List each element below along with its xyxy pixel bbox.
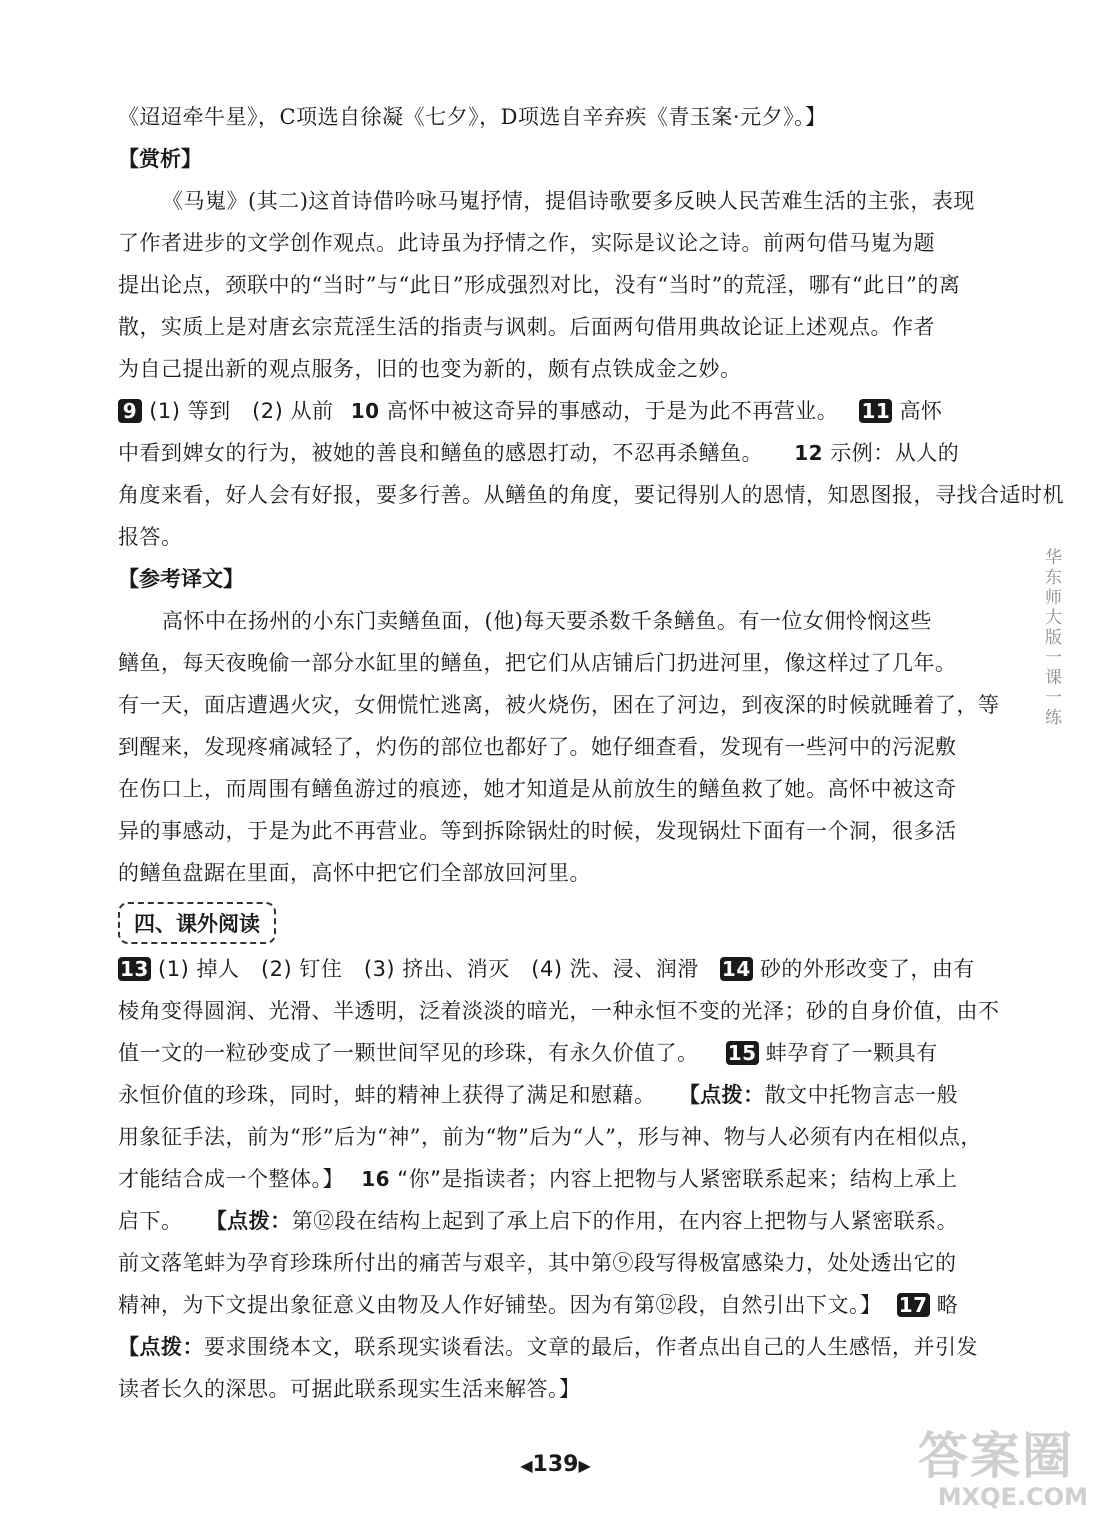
answer-line: 角度来看，好人会有好报，要多行善。从鳝鱼的角度，要记得别人的恩情，知恩图报，寻找合适时机 bbox=[118, 483, 1064, 507]
watermark-logo bbox=[918, 1428, 1098, 1528]
answer-text: 砂的外形改变了，由有 bbox=[759, 957, 975, 981]
answer-line bbox=[118, 432, 988, 474]
tip-text: 才能结合成一个整体。】 bbox=[118, 1167, 344, 1191]
tip-text: 精神，为下文提出象征意义由物及人作好铺垫。因为有第⑫段，自然引出下文。】 bbox=[118, 1293, 882, 1317]
question-number-14: 14 bbox=[721, 957, 751, 981]
tip-text: 要求围绕本文，联系现实谈看法。文章的最后，作者点出自己的人生感悟，并引发 bbox=[204, 1335, 978, 1359]
tip-line bbox=[118, 1326, 988, 1368]
text-line: 《马嵬》(其二)这首诗借吟咏马嵬抒情，提倡诗歌要多反映人民苦难生活的主张，表现 bbox=[162, 189, 975, 213]
question-number-12: 12 bbox=[794, 441, 824, 465]
answer-line: 棱角变得圆润、光滑、半透明，泛着淡淡的暗光，一种永恒不变的光泽；砂的自身价值，由不 bbox=[118, 999, 1000, 1023]
question-number-13: 13 bbox=[120, 957, 149, 981]
answer-text: 中看到婢女的行为，被她的善良和鳝鱼的感恩打动，不忍再杀鳝鱼。 bbox=[118, 441, 763, 465]
text-line: 提出论点，颈联中的“当时”与“此日”形成强烈对比，没有“当时”的荒淫，哪有“此日”的离 bbox=[118, 273, 961, 297]
tip-line bbox=[118, 1200, 988, 1242]
text-line: 异的事感动，于是为此不再营业。等到拆除锅灶的时候，发现锅灶下面有一个洞，很多活 bbox=[118, 819, 957, 843]
watermark-url: MXQE.COM bbox=[937, 1483, 1088, 1511]
heading-translation: 【参考译文】 bbox=[118, 567, 244, 591]
question-number-11: 11 bbox=[861, 399, 891, 423]
tip-line: 前文落笔蚌为孕育珍珠所付出的痛苦与艰辛，其中第⑨段写得极富感染力，处处透出它的 bbox=[118, 1251, 957, 1275]
answer-text: “你”是指读者；内容上把物与人紧密联系起来；结构上承上 bbox=[397, 1167, 958, 1191]
question-number-9: 9 bbox=[118, 399, 142, 423]
answer-text: (1) 等到 (2) 从前 bbox=[149, 399, 334, 423]
question-number-10: 10 bbox=[350, 399, 380, 423]
text-line: 散，实质上是对唐玄宗荒淫生活的指责与讽刺。后面两句借用典故论证上述观点。作者 bbox=[118, 315, 935, 339]
text-line: 了作者进步的文学创作观点。此诗虽为抒情之作，实际是议论之诗。前两句借马嵬为题 bbox=[118, 231, 935, 255]
answer-text: 蚌孕育了一颗具有 bbox=[765, 1041, 938, 1065]
answer-text: 略 bbox=[936, 1293, 959, 1317]
answer-text: 高怀 bbox=[899, 399, 943, 423]
text-line: 到醒来，发现疼痛减轻了，灼伤的部位也都好了。她仔细查看，发现有一些河中的污泥敷 bbox=[118, 735, 957, 759]
answer-text: 高怀中被这奇异的事感动，于是为此不再营业。 bbox=[386, 399, 839, 423]
question-number-15: 15 bbox=[727, 1041, 757, 1065]
question-number-17: 17 bbox=[898, 1293, 928, 1317]
tip-line: 用象征手法，前为“形”后为“神”，前为“物”后为“人”，形与神、物与人必须有内在相似点， bbox=[118, 1125, 982, 1149]
right-triangle-icon: ▶ bbox=[578, 1456, 591, 1475]
text-line: 为自己提出新的观点服务，旧的也变为新的，颇有点铁成金之妙。 bbox=[118, 357, 742, 381]
answer-line bbox=[118, 390, 988, 432]
left-triangle-icon: ◀ bbox=[520, 1456, 533, 1475]
answer-text: 示例：从人的 bbox=[830, 441, 960, 465]
tip-label: 【点拨： bbox=[118, 1335, 204, 1359]
answer-line bbox=[118, 1074, 988, 1116]
tip-label: 【点拨： bbox=[205, 1209, 292, 1233]
heading-shangxi: 【赏析】 bbox=[118, 147, 202, 171]
answer-text: (1) 掉人 (2) 钉住 (3) 挤出、消灭 (4) 洗、浸、润滑 bbox=[158, 957, 699, 981]
page-number-value: 139 bbox=[532, 1452, 579, 1477]
answer-text: 永恒价值的珍珠，同时，蚌的精神上获得了满足和慰藉。 bbox=[118, 1083, 656, 1107]
answer-line bbox=[118, 948, 988, 990]
tip-line: 读者长久的深思。可据此联系现实生活来解答。】 bbox=[118, 1377, 581, 1401]
question-number-16: 16 bbox=[361, 1167, 391, 1191]
answer-text: 启下。 bbox=[118, 1209, 183, 1233]
tip-text: 第⑫段在结构上起到了承上启下的作用，在内容上把物与人紧密联系。 bbox=[291, 1209, 959, 1233]
watermark-text: 答案圈 bbox=[918, 1427, 1074, 1485]
text-line: 《迢迢牵牛星》，C项选自徐凝《七夕》，D项选自辛弃疾《青玉案·元夕》。】 bbox=[118, 105, 827, 129]
text-line: 的鳝鱼盘踞在里面，高怀中把它们全部放回河里。 bbox=[118, 861, 591, 885]
tip-line bbox=[118, 1158, 988, 1200]
answer-text: 值一文的一粒砂变成了一颗世间罕见的珍珠，有永久价值了。 bbox=[118, 1041, 699, 1065]
tip-text: 散文中托物言志一般 bbox=[764, 1083, 959, 1107]
text-line: 在伤口上，而周围有鳝鱼游过的痕迹，她才知道是从前放生的鳝鱼救了她。高怀中被这奇 bbox=[118, 777, 957, 801]
text-line: 有一天，面店遭遇火灾，女佣慌忙逃离，被火烧伤，困在了河边，到夜深的时候就睡着了，等 bbox=[118, 693, 1000, 717]
series-side-label: 华东师大版一课一练 bbox=[1041, 548, 1061, 728]
tip-label: 【点拨： bbox=[678, 1083, 765, 1107]
answer-line bbox=[118, 1032, 988, 1074]
section-heading: 四、课外阅读 bbox=[118, 902, 276, 944]
answer-line: 报答。 bbox=[118, 525, 183, 549]
tip-line bbox=[118, 1284, 988, 1326]
text-line: 高怀中在扬州的小东门卖鳝鱼面，(他)每天要杀数千条鳝鱼。有一位女佣怜悯这些 bbox=[162, 609, 932, 633]
text-line: 鳝鱼，每天夜晚偷一部分水缸里的鳝鱼，把它们从店铺后门扔进河里，像这样过了几年。 bbox=[118, 651, 957, 675]
